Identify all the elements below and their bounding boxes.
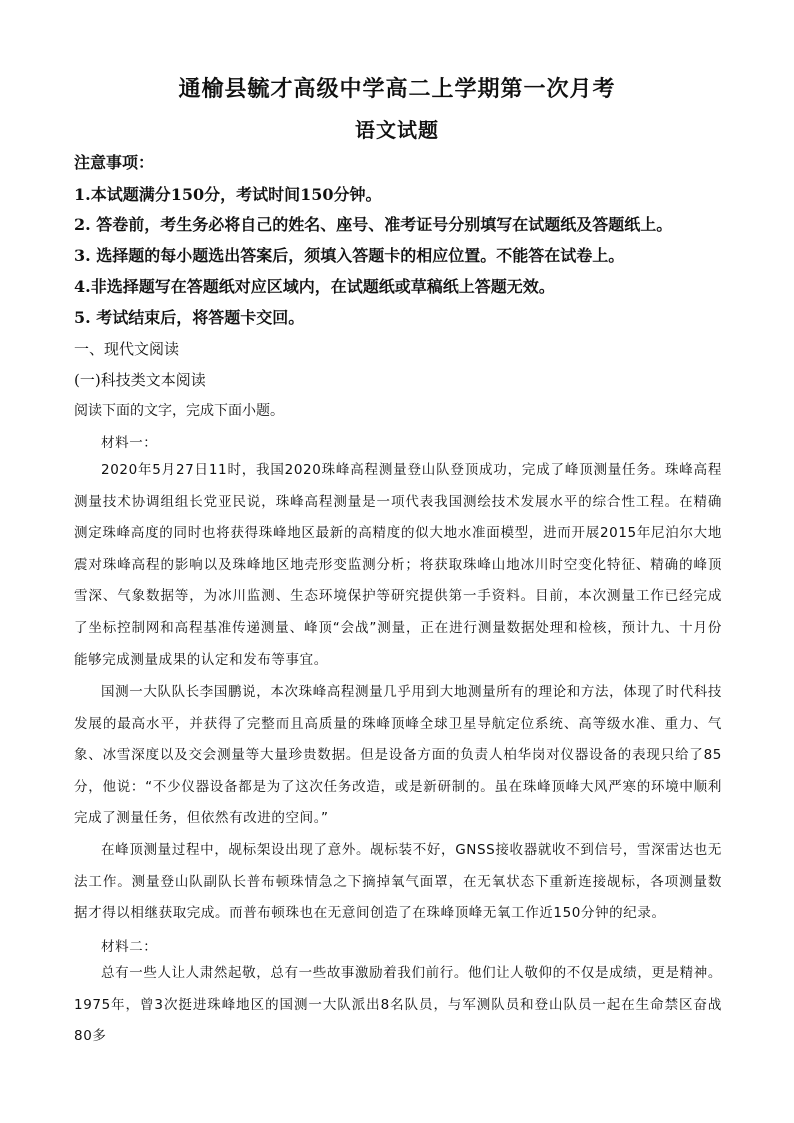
exam-title: 通榆县毓才高级中学高二上学期第一次月考	[178, 76, 616, 102]
note-1: 1.本试题满分150分，考试时间150分钟。	[74, 185, 382, 204]
section-heading: 一、现代文阅读	[74, 340, 180, 358]
material-1-paragraph-1: 2020年5月27日11时，我国2020珠峰高程测量登山队登顶成功，完成了峰顶测量任务。珠峰高程测量技术协调组组长党亚民说，珠峰高程测量是一项代表我国测绘技术发展水平的综合性工程。在精确测定珠峰高度的同时也将获得珠峰地区最新的高精度的似大地水准面模型，进而开展2015年尼泊尔大地震对珠峰高程的影响以及珠峰地区地壳形变监测分析；将获取珠峰山地冰川时空变化特征、精确的峰顶雪深、气象数据等，为冰川监测、生态环境保护等研究提供第一手资料。目前，本次测量工作已经完成了坐标控制网和高程基准传递测量、峰顶“会战”测量，正在进行测量数据处理和检核，预计九、十月份能够完成测量成果的认定和发布等事宜。	[74, 462, 722, 668]
subsection-heading: (一)科技类文本阅读	[74, 371, 206, 389]
material-1-paragraph-3: 在峰顶测量过程中，觇标架设出现了意外。觇标装不好，GNSS接收器就收不到信号，雪深雷达也无法工作。测量登山队副队长普布顿珠情急之下摘掉氧气面罩，在无氧状态下重新连接觇标，各项测量数据才得以相继获取完成。而普布顿珠也在无意间创造了在珠峰顶峰无氧工作近150分钟的纪录。	[74, 842, 722, 922]
material-2-label: 材料二：	[101, 939, 158, 955]
material-1-label: 材料一：	[101, 435, 158, 451]
note-2: 2. 答卷前，考生务必将自己的姓名、座号、准考证号分别填写在试题纸及答题纸上。	[74, 215, 673, 234]
material-2-paragraph-1: 总有一些人让人肃然起敬，总有一些故事激励着我们前行。他们让人敬仰的不仅是成绩，更是精神。1975年，曾3次挺进珠峰地区的国测一大队派出8名队员，与军测队员和登山队员一起在生命禁区奋战80多	[74, 965, 722, 1045]
note-5: 5. 考试结束后，将答题卡交回。	[74, 308, 305, 327]
reading-instruction: 阅读下面的文字，完成下面小题。	[74, 403, 284, 419]
exam-subtitle: 语文试题	[355, 118, 439, 142]
notes-heading: 注意事项：	[74, 153, 155, 172]
note-3: 3. 选择题的每小题选出答案后，须填入答题卡的相应位置。不能答在试卷上。	[74, 246, 625, 265]
note-4: 4.非选择题写在答题纸对应区域内，在试题纸或草稿纸上答题无效。	[74, 277, 555, 296]
material-1-paragraph-2: 国测一大队队长李国鹏说，本次珠峰高程测量几乎用到大地测量所有的理论和方法，体现了时代科技发展的最高水平，并获得了完整而且高质量的珠峰顶峰全球卫星导航定位系统、高等级水准、重力、气象、冰雪深度以及交会测量等大量珍贵数据。但是设备方面的负责人柏华岗对仪器设备的表现只给了85分，他说：“不少仪器设备都是为了这次任务改造，或是新研制的。虽在珠峰顶峰大风严寒的环境中顺利完成了测量任务，但依然有改进的空间。”	[74, 684, 722, 827]
